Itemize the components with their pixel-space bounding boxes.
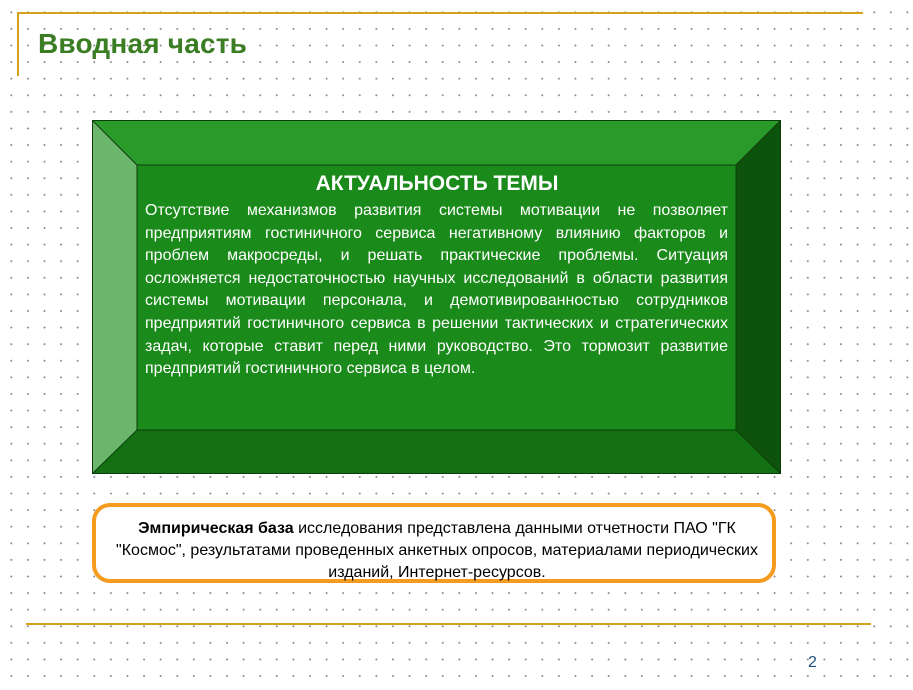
bevel-left [92,120,137,474]
page-number: 2 [808,654,817,671]
bevel-bottom [92,430,781,474]
top-rule [17,12,863,14]
bottom-rule [26,623,871,625]
empirical-base-lead: Эмпирическая база [138,520,294,537]
side-rule [17,12,19,76]
card-body-text: Отсутствие механизмов развития системы мотивации не позволяет предприятиям гостиничного сервиса негативному влиянию факторов и проблем макросреды, и решать практические проблемы. Ситуация осложняется недостаточностью научных исследований в области развития системы мотивации персонала, и демотивированностью сотрудников предприятий гостиничного сервиса в решении тактических и стратегических задач, которые ставит перед ними руководство. Это тормозит развитие предприятий гостиничного сервиса в целом. [145,202,728,378]
empirical-base-text [104,518,770,584]
bevel-top [92,120,781,165]
slide-title: Вводная часть [38,28,248,59]
card-title: АКТУАЛЬНОСТЬ ТЕМЫ [315,172,559,195]
empirical-base-body: исследования представлена данными отчетности ПАО "ГК "Космос", результатами проведенных анкетных опросов, материалами периодических изданий, Интернет-ресурсов. [116,520,758,581]
bevel-right [736,120,781,474]
